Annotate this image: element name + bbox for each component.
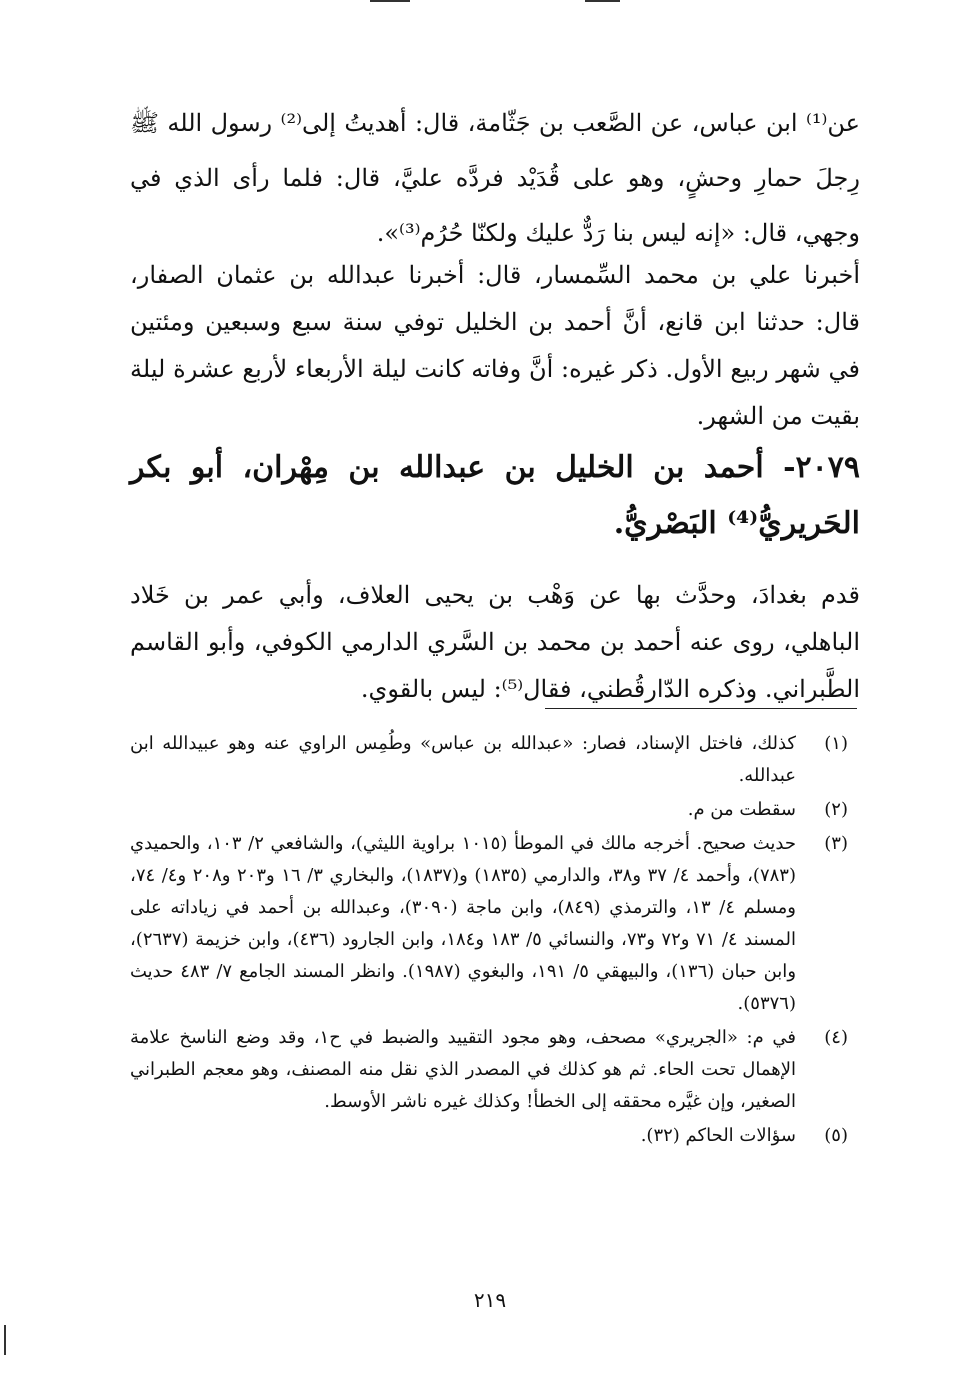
footnote-number: (٣) [824, 833, 848, 854]
footnote-text: حديث صحيح. أخرجه مالك في الموطأ (١٠١٥ براوية الليثي)، والشافعي ٢/ ١٠٣، والحميدي (٧٨٣)، وأحمد ٤/ ٣٧ و٣٨، والدارمي (١٨٣٥) و(١٨٣٧)، والبخاري ٣/ ١٦ و٢٠٣ و٢٠٨ و٤/ ٧٤، ومسلم ٤/ ١٣، والترمذي (٨٤٩)، وابن ماجة (٣٠٩٠)، وعبدالله بن أحمد في زياداته على المسند ٤/ ٧١ و٧٢ و٧٣، والنسائي ٥/ ١٨٣ و١٨٤، وابن الجارود (٤٣٦)، وابن خزيمة (٢٦٣٧)، وابن حبان (١٣٦)، والبيهقي ٥/ ١٩١، والبغوي (١٩٨٧). وانظر المسند الجامع ٧/ ٤٨٣ حديث (٥٣٧٦). [130, 833, 797, 1014]
footnote [130, 1022, 848, 1118]
footnote [130, 794, 848, 826]
scan-edge-mark-top-2 [585, 0, 620, 2]
footnote-text: كذلك، فاختل الإسناد، فصار: «عبدالله بن عباس» وطُمِس الراوي عنه وهو عبيدالله ابن عبدالله. [130, 733, 796, 786]
footnote-number: (٥) [824, 1125, 848, 1146]
footnote-text: سؤالات الحاكم (٣٢). [640, 1125, 796, 1146]
scan-edge-mark-left [4, 1325, 6, 1355]
footnote-number: (٤) [824, 1027, 848, 1048]
footnote-text: سقطت من م. [687, 799, 796, 820]
biography-paragraph: قدم بغدادَ، وحدَّث بها عن وَهْب بن يحيى العلاف، وأبي عمر بن خَلاد الباهلي، روى عنه أحمد بن محمد بن السَّري الدارمي الكوفي، وأبو القاسم الطَّبراني. وذكره الدّارقُطني، فقال⁽⁵⁾: ليس بالقوي. [130, 581, 860, 703]
scan-edge-mark-top [370, 0, 410, 2]
page-number: ٢١٩ [473, 1288, 507, 1312]
hadith-paragraph: عن⁽¹⁾ ابن عباس، عن الصَّعب بن جَثّامة، قال: أهديتُ إلى⁽²⁾ رسول الله ﷺ رِجلَ حمارِ وحشٍ، وهو على قُدَيْد فردَّه عليَّ، قال: فلما رأى الذي في وجهي، قال: «إنه ليس بنا رَدٌّ عليك ولكنّا حُرُم⁽³⁾». [130, 109, 860, 247]
biography-entry-heading: ٢٠٧٩- أحمد بن الخليل بن عبدالله بن مِهْران، أبو بكر الحَريريُّ⁽⁴⁾ البَصْريُّ. [130, 450, 860, 541]
footnote-text: في م: «الجريري» مصحف، وهو مجود التقييد والضبط في ح١، وقد وضع الناسخ علامة الإهمال تحت الحاء. ثم هو كذلك في المصدر الذي نقل منه المصنف، وهو معجم الطبراني الصغير، وإن غيَّره محققه إلى الخطأ! وكذلك غيره ناشر الأوسط. [130, 1027, 797, 1112]
death-date-paragraph: أخبرنا علي بن محمد السِّمسار، قال: أخبرنا عبدالله بن عثمان الصفار، قال: حدثنا ابن قانع، أنَّ أحمد بن الخليل توفي سنة سبع وسبعين ومئتين في شهر ربيع الأول. ذكر غيره: أنَّ وفاته كانت ليلة الأربعاء لأربع عشرة ليلة بقيت من الشهر. [130, 261, 860, 430]
footnote [130, 1120, 848, 1152]
footnote-number: (٢) [824, 799, 848, 820]
footnote [130, 728, 848, 792]
footnote-separator [545, 708, 857, 709]
footnotes [130, 728, 848, 1154]
footnote-number: (١) [824, 733, 848, 754]
footnote [130, 828, 848, 1020]
